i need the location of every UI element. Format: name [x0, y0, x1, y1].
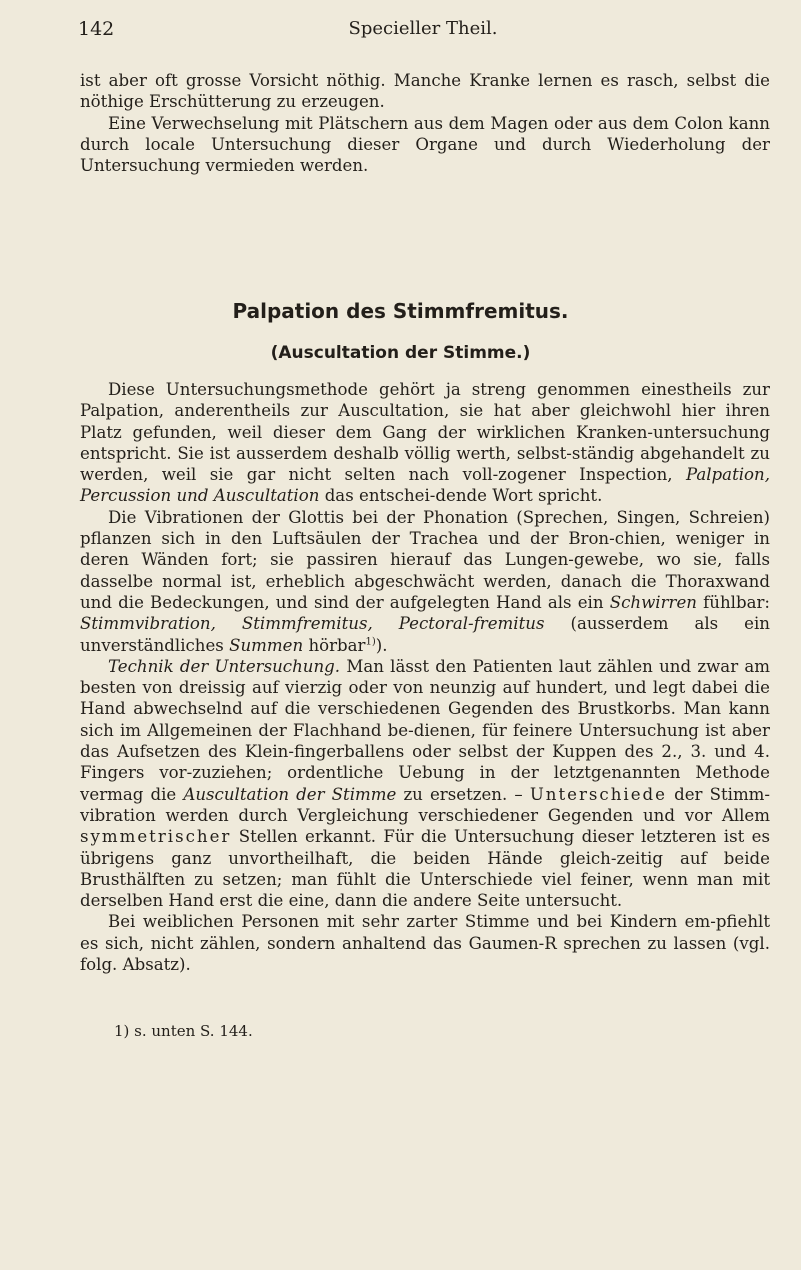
body-text: [80, 379, 770, 975]
body-paragraph-3: [80, 656, 770, 912]
body-p3-text: Man lässt den Patienten laut zählen und zwar am besten von dreissig auf vierzig oder von neunzig auf hundert, und legt dabei die Hand abwechselnd auf die verschiedenen Gegenden des Brustkorbs. Man kann sich im Allgemeinen der Flachhand be-dienen, für feinere Untersuchung ist aber das Aufsetzen des Klein-fingerballens oder selbst der Kuppen des 2., 3. und 4. Fingers vor-zuziehen; ordentliche Uebung in der letztgenannten Methode vermag die: [80, 656, 771, 804]
intro-paragraph-1: ist aber oft grosse Vorsicht nöthig. Manche Kranke lernen es rasch, selbst die nöthige Erschütterung zu erzeugen.: [80, 71, 770, 112]
body-p2-mid-2: (ausserdem als ein unverständliches: [80, 614, 770, 655]
body-p2-italic-2: Stimmvibration, Stimmfremitus, Pectoral-fremitus: [80, 614, 545, 634]
intro-paragraph-2: Eine Verwechselung mit Plätschern aus dem Magen oder aus dem Colon kann durch locale Untersuchung dieser Organe und durch Wiederholung der Untersuchung vermieden werden.: [80, 113, 770, 176]
body-p1-text: Diese Untersuchungsmethode gehört ja streng genommen einestheils zur Palpation, anderentheils zur Auscultation, sie hat aber gleichwohl hier ihren Platz gefunden, weil dieser dem Gang der wirklichen Kranken-untersuchung entspricht. Sie ist ausserdem deshalb völlig werth, selbst-ständig abgehandelt zu werden, weil sie gar nicht selten nach voll-zogener Inspection,: [80, 380, 770, 485]
section-subtitle: (Auscultation der Stimme.): [270, 343, 531, 363]
page-header: [78, 18, 768, 48]
body-p3-mid-2: der Stimm-vibration werden durch Vergleichung verschiedener Gegenden und vor Allem: [80, 784, 771, 825]
body-p2-mid: fühlbar:: [703, 592, 771, 612]
body-p2-text: Die Vibrationen der Glottis bei der Phonation (Sprechen, Singen, Schreien) pflanzen sich in den Luftsäulen der Trachea und der Bron-chien, weniger in deren Wänden fort; sie passiren hierauf das Lungen-gewebe, wo sie, falls dasselbe normal ist, erheblich abgeschwächt werden, danach die Thoraxwand und die Bedeckungen, und sind der aufgelegten Hand als ein: [80, 507, 770, 612]
body-paragraph-4: Bei weiblichen Personen mit sehr zarter Stimme und bei Kindern em-pfiehlt es sich, nicht zählen, sondern anhaltend das Gaumen-R sprechen zu lassen (vgl. folg. Absatz).: [80, 912, 770, 975]
body-p3-spaced: Unterschiede: [529, 784, 667, 804]
body-p2-close: ).: [375, 635, 388, 655]
footnote-ref: 1): [365, 636, 376, 648]
page-number: 142: [78, 18, 115, 40]
intro-text: [80, 70, 770, 176]
body-p3-italic-2: Auscultation der Stimme: [183, 784, 397, 804]
running-head: Specieller Theil.: [348, 18, 498, 39]
section-title: Palpation des Stimmfremitus.: [232, 299, 569, 323]
body-p2-end: hörbar: [308, 635, 366, 655]
body-p3-italic: Technik der Untersuchung.: [108, 656, 341, 676]
body-p3-spaced-2: symmetrischer: [80, 827, 232, 847]
body-paragraph-1: [80, 379, 770, 507]
body-paragraph-2: [80, 507, 770, 656]
body-p3-mid: zu ersetzen. –: [403, 784, 523, 804]
body-p2-italic-3: Summen: [229, 635, 304, 655]
body-p3-end: Stellen erkannt. Für die Untersuchung dieser letzteren ist es übrigens ganz unvortheilhaft, die beiden Hände gleich-zeitig auf beide Brusthälften zu setzen; man fühlt die Unterschiede viel feiner, wenn man mit derselben Hand erst die eine, dann die andere Seite untersucht.: [80, 827, 770, 911]
body-p1-italic: Palpation, Percussion und Auscultation: [80, 465, 770, 506]
body-p2-italic-1: Schwirren: [609, 592, 697, 612]
body-p1-end: das entschei-dende Wort spricht.: [324, 486, 603, 506]
footnote: 1) s. unten S. 144.: [114, 1022, 253, 1040]
